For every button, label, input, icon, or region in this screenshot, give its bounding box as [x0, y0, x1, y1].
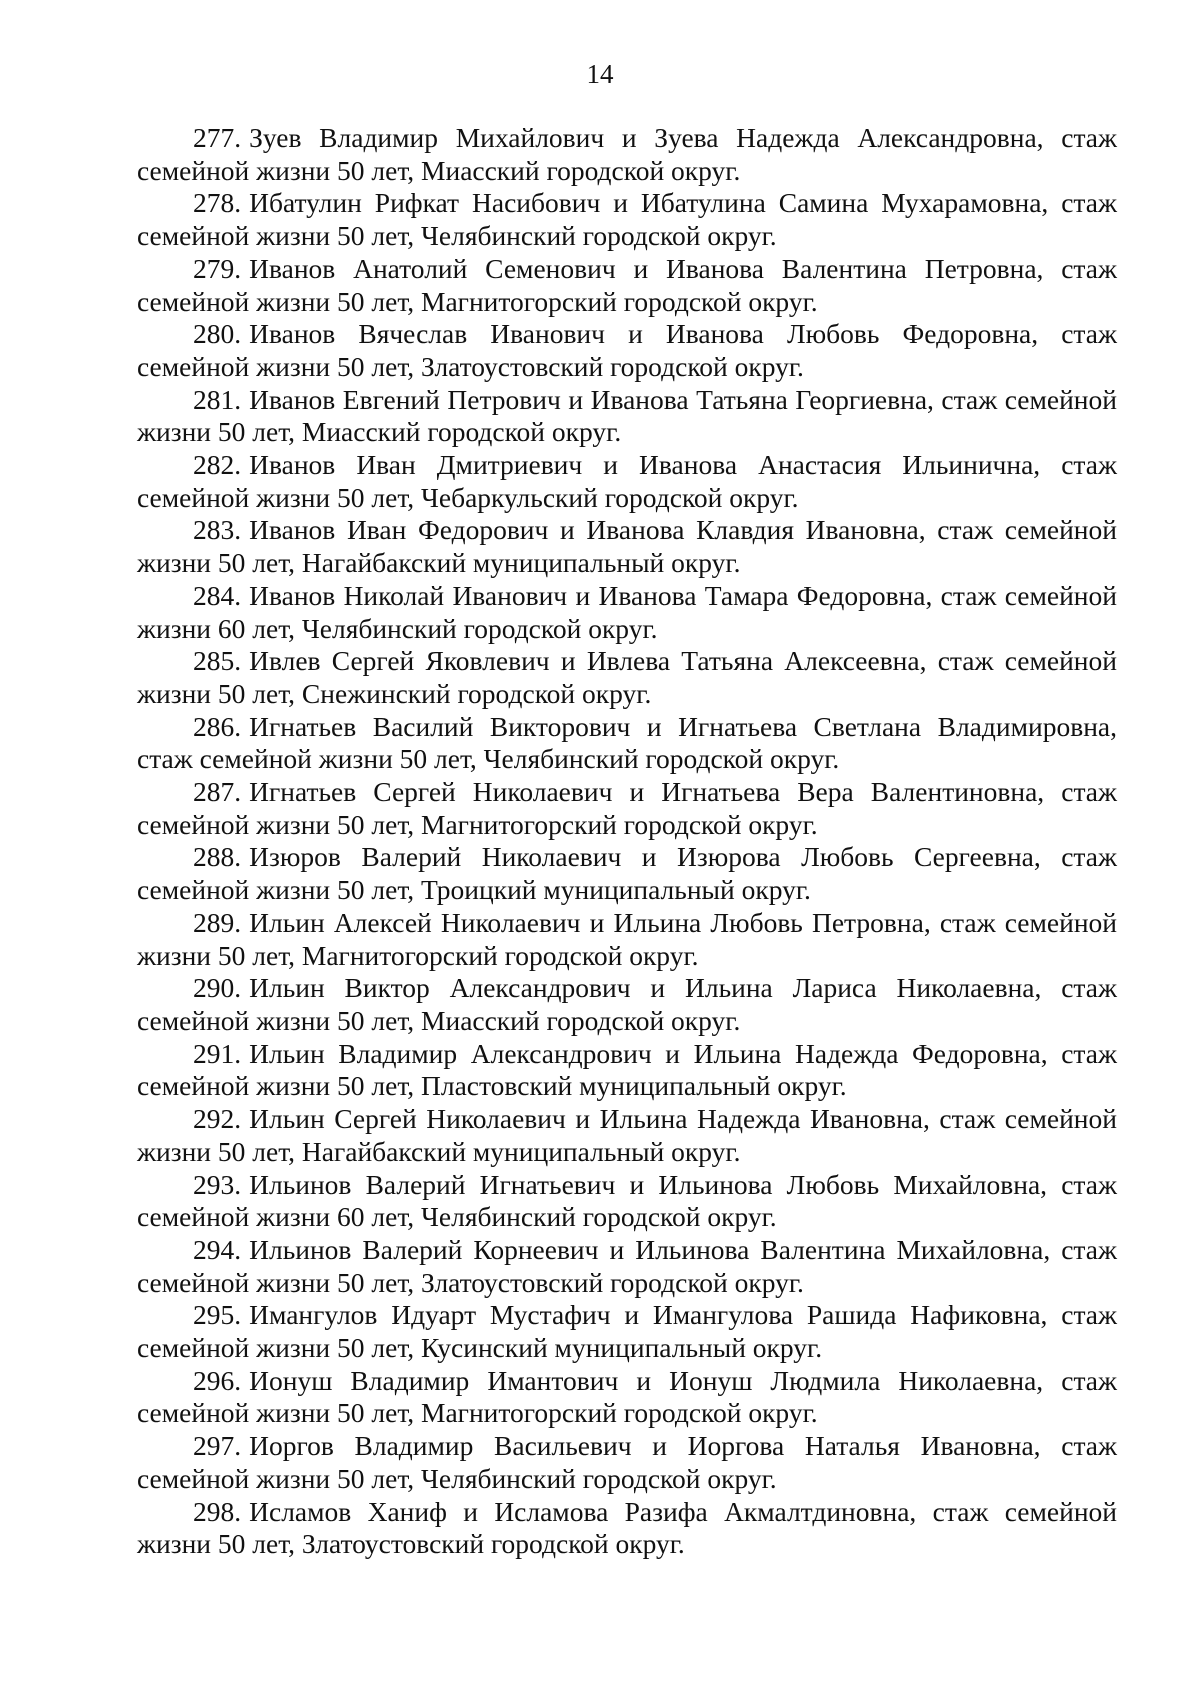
entry-number: 293.: [193, 1168, 242, 1200]
page-number: 14: [586, 59, 614, 89]
entry-text: Иванов Вячеслав Иванович и Иванова Любовь Федоровна, стаж семейной жизни 50 лет, Златоустовский городской округ.: [137, 318, 1117, 382]
list-item: [137, 1430, 1117, 1495]
entry-text: Иванов Евгений Петрович и Иванова Татьяна Георгиевна, стаж семейной жизни 50 лет, Миасский городской округ.: [137, 383, 1117, 448]
entries-list: [137, 122, 1117, 1561]
entry-text: Иоргов Владимир Васильевич и Иоргова Наталья Ивановна, стаж семейной жизни 50 лет, Челябинский городской округ.: [137, 1430, 1117, 1494]
entry-text: Изюров Валерий Николаевич и Изюрова Любовь Сергеевна, стаж семейной жизни 50 лет, Троицкий муниципальный округ.: [137, 841, 1117, 906]
list-item: [137, 449, 1117, 514]
entry-text: Иванов Николай Иванович и Иванова Тамара Федоровна, стаж семейной жизни 60 лет, Челябинский городской округ.: [137, 579, 1117, 644]
entry-text: Иванов Иван Дмитриевич и Иванова Анастасия Ильинична, стаж семейной жизни 50 лет, Чебаркульский городской округ.: [137, 449, 1117, 513]
entry-number: 282.: [193, 449, 242, 481]
entry-number: 286.: [193, 710, 242, 742]
entry-number: 288.: [193, 841, 242, 873]
list-item: [137, 1365, 1117, 1430]
entry-number: 287.: [193, 776, 242, 808]
entry-text: Ивлев Сергей Яковлевич и Ивлева Татьяна Алексеевна, стаж семейной жизни 50 лет, Снежинский городской округ.: [137, 645, 1117, 709]
list-item: [137, 972, 1117, 1037]
entry-number: 279.: [193, 252, 242, 284]
entry-text: Ильин Алексей Николаевич и Ильина Любовь Петровна, стаж семейной жизни 50 лет, Магнитогорский городской округ.: [137, 906, 1117, 971]
entry-number: 284.: [193, 579, 242, 611]
list-item: [137, 1169, 1117, 1234]
list-item: [137, 1299, 1117, 1364]
list-item: [137, 1103, 1117, 1168]
list-item: [137, 776, 1117, 841]
entry-number: 291.: [193, 1037, 242, 1069]
entry-number: 281.: [193, 383, 242, 415]
entry-text: Зуев Владимир Михайлович и Зуева Надежда Александровна, стаж семейной жизни 50 лет, Миасский городской округ.: [137, 122, 1117, 186]
entry-text: Игнатьев Василий Викторович и Игнатьева Светлана Владимировна, стаж семейной жизни 50 лет, Челябинский городской округ.: [137, 710, 1117, 775]
list-item: [137, 384, 1117, 449]
list-item: [137, 1496, 1117, 1561]
list-item: [137, 514, 1117, 579]
entry-text: Ильинов Валерий Корнеевич и Ильинова Валентина Михайловна, стаж семейной жизни 50 лет, Златоустовский городской округ.: [137, 1233, 1117, 1298]
list-item: [137, 318, 1117, 383]
list-item: [137, 580, 1117, 645]
entry-number: 289.: [193, 906, 242, 938]
entry-text: Ильин Виктор Александрович и Ильина Лариса Николаевна, стаж семейной жизни 50 лет, Миасский городской округ.: [137, 972, 1117, 1036]
list-item: [137, 645, 1117, 710]
list-item: [137, 1234, 1117, 1299]
entry-text: Ионуш Владимир Имантович и Ионуш Людмила Николаевна, стаж семейной жизни 50 лет, Магнитогорский городской округ.: [137, 1364, 1117, 1429]
entry-text: Ильин Владимир Александрович и Ильина Надежда Федоровна, стаж семейной жизни 50 лет, Пластовский муниципальный округ.: [137, 1037, 1117, 1102]
entry-number: 285.: [193, 645, 242, 677]
list-item: [137, 1038, 1117, 1103]
entry-text: Игнатьев Сергей Николаевич и Игнатьева Вера Валентиновна, стаж семейной жизни 50 лет, Магнитогорский городской округ.: [137, 776, 1117, 840]
entry-text: Иванов Анатолий Семенович и Иванова Валентина Петровна, стаж семейной жизни 50 лет, Магнитогорский городской округ.: [137, 252, 1117, 317]
entry-number: 290.: [193, 972, 242, 1004]
entry-text: Ильин Сергей Николаевич и Ильина Надежда Ивановна, стаж семейной жизни 50 лет, Нагайбакский муниципальный округ.: [137, 1103, 1117, 1167]
entry-text: Ильинов Валерий Игнатьевич и Ильинова Любовь Михайловна, стаж семейной жизни 60 лет, Челябинский городской округ.: [137, 1168, 1117, 1233]
entry-text: Ибатулин Рифкат Насибович и Ибатулина Самина Мухарамовна, стаж семейной жизни 50 лет, Челябинский городской округ.: [137, 187, 1117, 252]
list-item: [137, 711, 1117, 776]
list-item: [137, 122, 1117, 187]
entry-text: Иванов Иван Федорович и Иванова Клавдия Ивановна, стаж семейной жизни 50 лет, Нагайбакский муниципальный округ.: [137, 514, 1117, 579]
entry-number: 295.: [193, 1299, 242, 1331]
entry-number: 278.: [193, 187, 242, 219]
entry-text: Имангулов Идуарт Мустафич и Имангулова Рашида Нафиковна, стаж семейной жизни 50 лет, Кусинский муниципальный округ.: [137, 1299, 1117, 1364]
entry-number: 292.: [193, 1103, 242, 1135]
entry-text: Исламов Ханиф и Исламова Разифа Акмалтдиновна, стаж семейной жизни 50 лет, Златоустовский городской округ.: [137, 1495, 1117, 1560]
entry-number: 280.: [193, 318, 242, 350]
entry-number: 298.: [193, 1495, 242, 1527]
entry-number: 296.: [193, 1364, 242, 1396]
entry-number: 277.: [193, 122, 242, 153]
list-item: [137, 907, 1117, 972]
list-item: [137, 253, 1117, 318]
entry-number: 297.: [193, 1430, 242, 1462]
entry-number: 283.: [193, 514, 242, 546]
list-item: [137, 187, 1117, 252]
entry-number: 294.: [193, 1233, 242, 1265]
list-item: [137, 841, 1117, 906]
